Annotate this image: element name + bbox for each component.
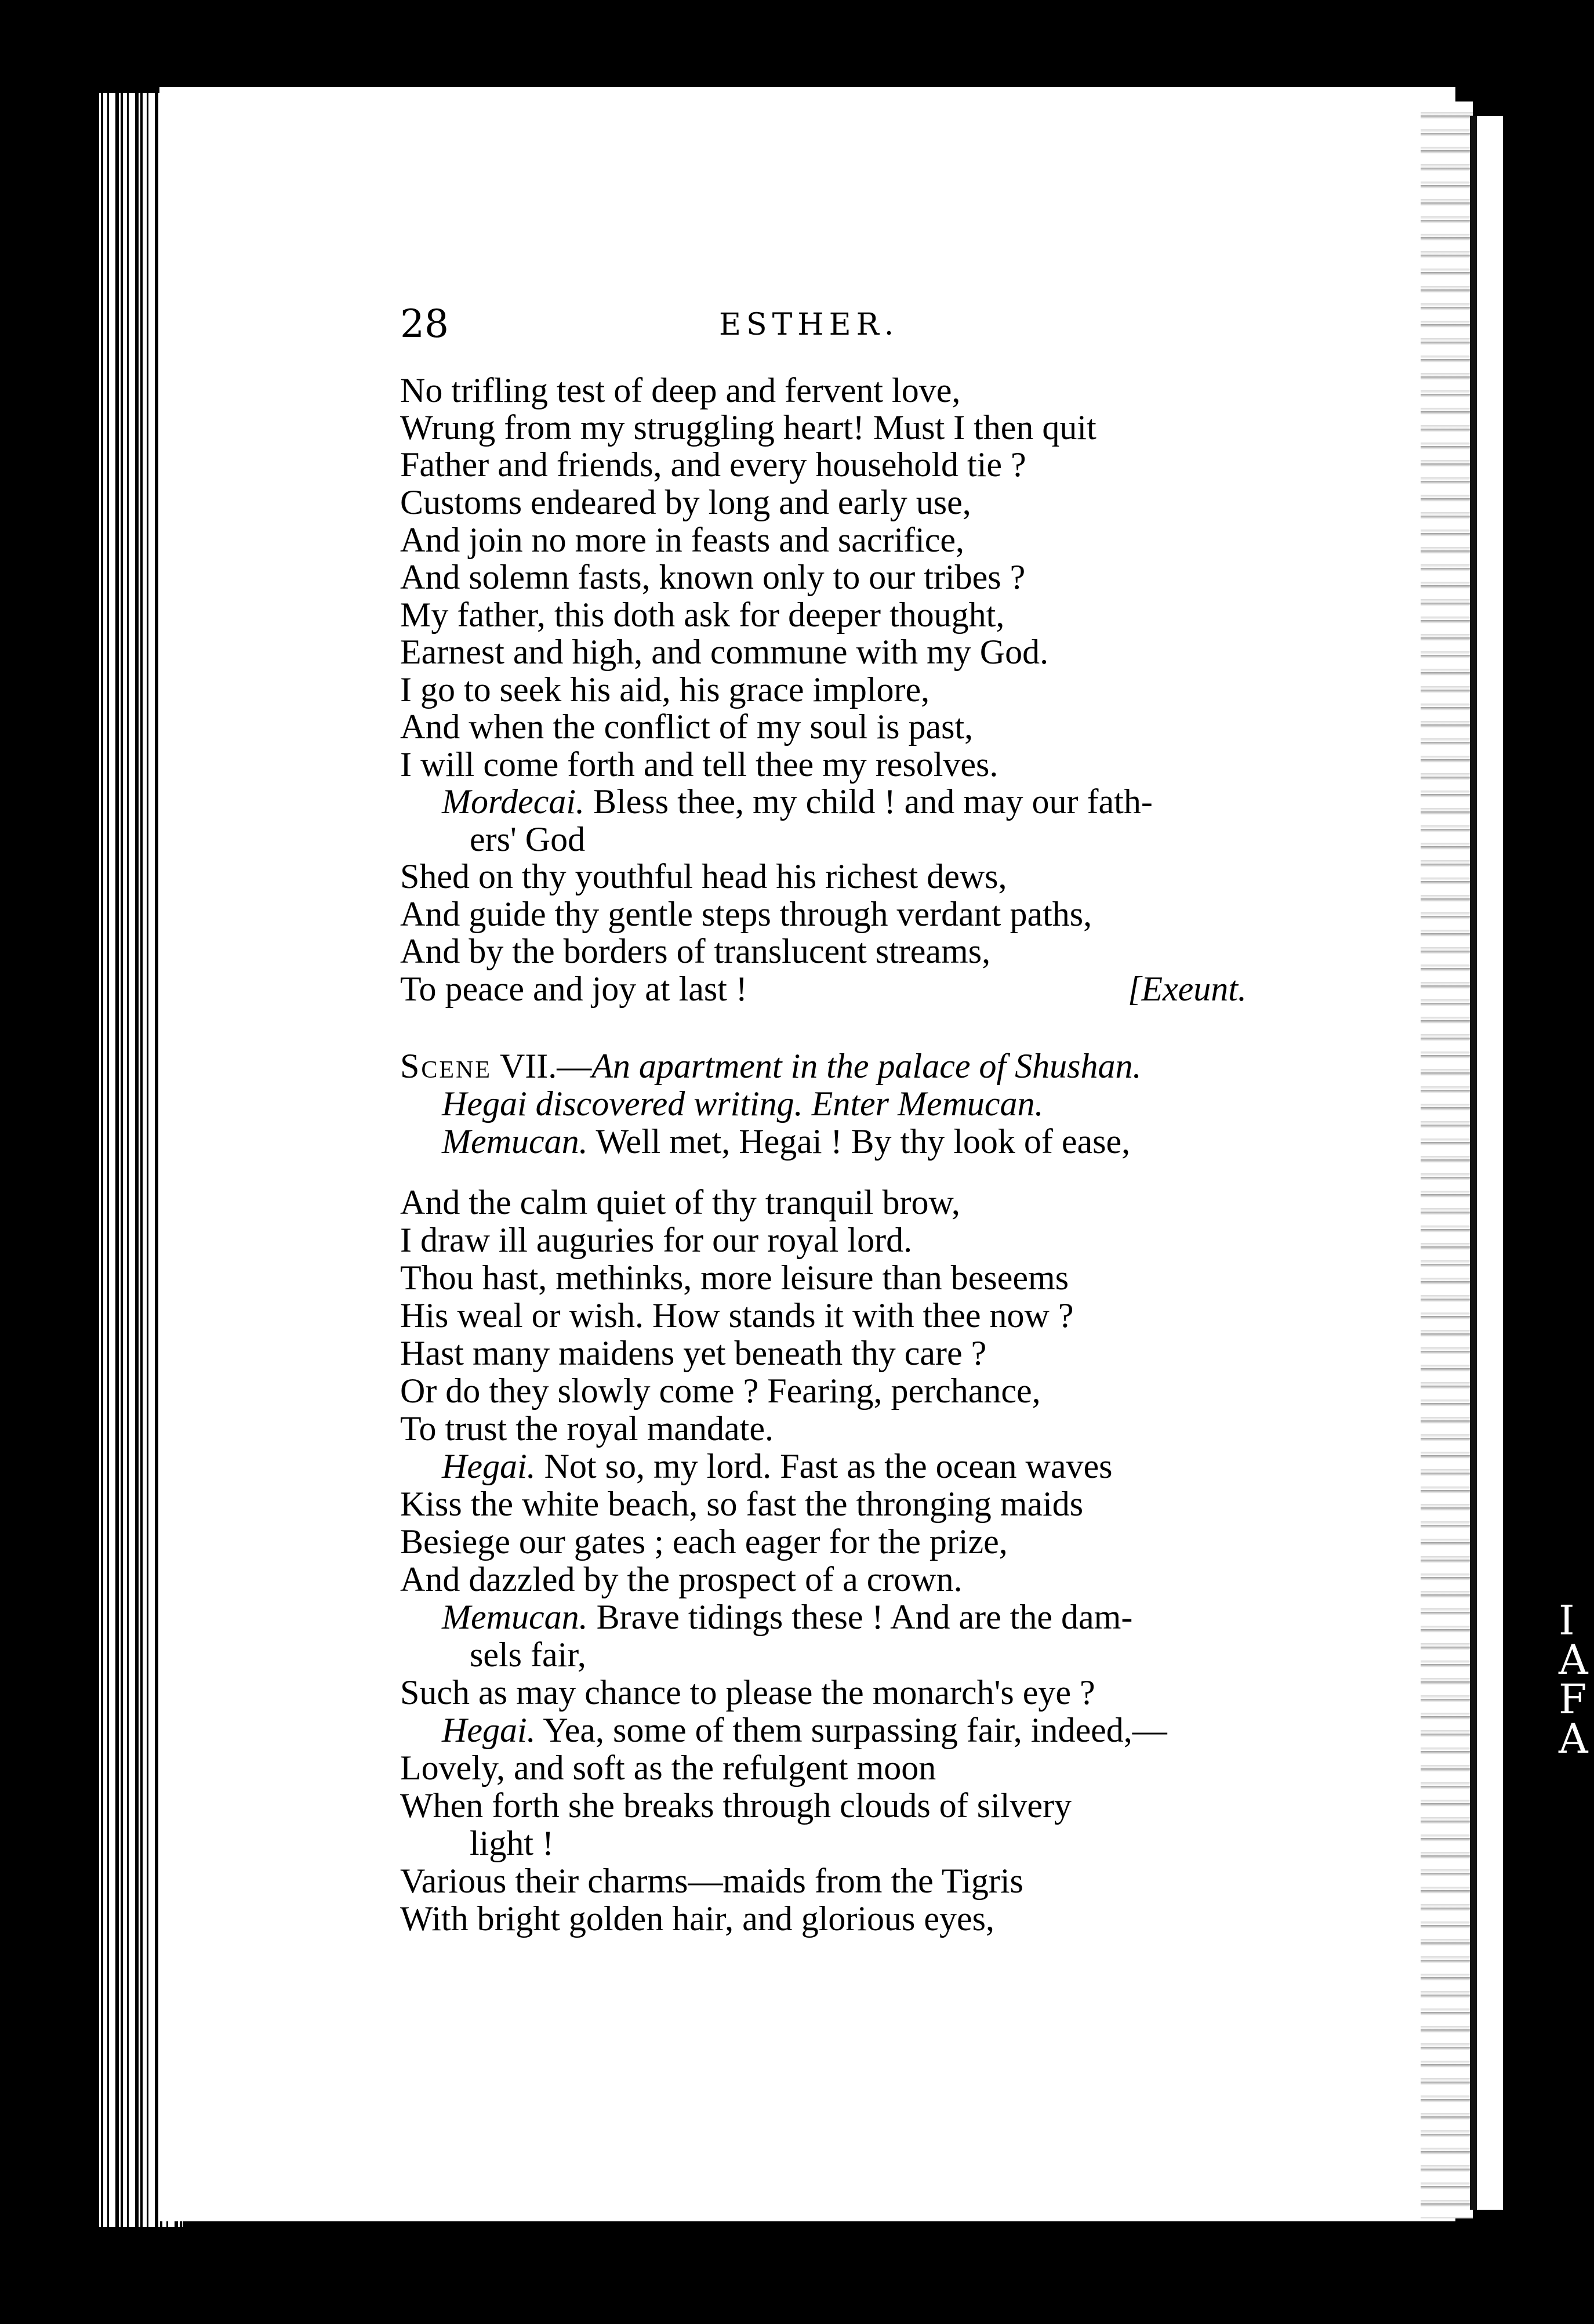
facing-page-strip	[1470, 116, 1503, 2210]
text-line: No trifling test of deep and fervent love,	[400, 371, 961, 409]
text-line: When forth she breaks through clouds of silvery	[400, 1786, 1072, 1825]
scene-label: Scene	[400, 1047, 492, 1085]
text-line: To trust the royal mandate.	[400, 1409, 774, 1448]
facing-letter: I	[1559, 1597, 1575, 1644]
speech-text: Not so, my lord. Fast as the ocean waves	[535, 1447, 1113, 1485]
text-line: His weal or wish. How stands it with thee now ?	[400, 1296, 1074, 1335]
speech-text: Well met, Hegai ! By thy look of ease,	[587, 1122, 1131, 1161]
text-line: I will come forth and tell thee my resolves.	[400, 745, 998, 784]
stage-direction: Hegai discovered writing. Enter Memucan.	[442, 1085, 1044, 1123]
speaker-name: Mordecai.	[442, 782, 585, 821]
text-line: Wrung from my struggling heart! Must I then quit	[400, 408, 1096, 447]
text-line: And the calm quiet of thy tranquil brow,	[400, 1183, 960, 1221]
speech-text: Bless thee, my child ! and may our fath-	[584, 782, 1153, 821]
page-number: 28	[400, 302, 449, 346]
text-line: Besiege our gates ; each eager for the prize,	[400, 1522, 1008, 1561]
scene-heading	[400, 1047, 1141, 1085]
text-line: ers' God	[470, 820, 586, 858]
facing-page-letters	[1559, 1597, 1593, 1763]
text-line: Shed on thy youthful head his richest dews,	[400, 857, 1007, 895]
text-line: And dazzled by the prospect of a crown.	[400, 1560, 963, 1598]
right-ragged-edge	[1421, 101, 1473, 2218]
text-line: And guide thy gentle steps through verdant paths,	[400, 895, 1092, 933]
speaker-name: Memucan.	[442, 1122, 588, 1161]
text-line: Hast many maidens yet beneath thy care ?	[400, 1334, 987, 1372]
stage-direction: [Exeunt.	[1128, 970, 1247, 1008]
text-line: I draw ill auguries for our royal lord.	[400, 1221, 913, 1259]
text-line: And solemn fasts, known only to our tribes ?	[400, 558, 1026, 596]
speech-text: Brave tidings these ! And are the dam-	[587, 1598, 1133, 1636]
text-line: Father and friends, and every household tie ?	[400, 445, 1026, 484]
text-line: And join no more in feasts and sacrifice,	[400, 521, 965, 559]
text-line: Kiss the white beach, so fast the thronging maids	[400, 1485, 1084, 1523]
speech-line	[442, 1711, 1167, 1749]
facing-letter: A	[1559, 1636, 1588, 1684]
text-line: My father, this doth ask for deeper thought,	[400, 596, 1005, 634]
text-line: And by the borders of translucent streams,	[400, 932, 991, 970]
speech-line	[442, 782, 1153, 821]
text-line: And when the conflict of my soul is past,	[400, 708, 974, 746]
scene-setting: An apartment in the palace of Shushan.	[591, 1047, 1142, 1085]
text-line: sels fair,	[470, 1636, 586, 1674]
text-line: Such as may chance to please the monarch's eye ?	[400, 1673, 1095, 1712]
text-line: Lovely, and soft as the refulgent moon	[400, 1749, 936, 1787]
facing-letter: A	[1559, 1715, 1588, 1763]
text-line: Thou hast, methinks, more leisure than beseems	[400, 1259, 1069, 1297]
speech-line	[442, 1122, 1130, 1161]
text-line: Various their charms—maids from the Tigris	[400, 1862, 1023, 1900]
speaker-name: Hegai.	[442, 1711, 536, 1749]
text-line	[400, 970, 1247, 1008]
facing-letter: F	[1559, 1676, 1587, 1723]
speaker-name: Memucan.	[442, 1598, 588, 1636]
line-text: To peace and joy at last !	[400, 970, 747, 1008]
text-line: Earnest and high, and commune with my God.	[400, 633, 1049, 671]
text-line: Or do they slowly come ? Fearing, perchance,	[400, 1372, 1041, 1410]
scene-number: VII.—	[492, 1047, 592, 1085]
speech-line	[442, 1598, 1132, 1636]
speech-text: Yea, some of them surpassing fair, indeed,—	[535, 1711, 1167, 1749]
text-line: I go to seek his aid, his grace implore,	[400, 670, 930, 709]
text-line: Customs endeared by long and early use,	[400, 483, 971, 521]
text-line: With bright golden hair, and glorious eyes,	[400, 1899, 994, 1938]
speech-line	[442, 1447, 1112, 1485]
text-line: light !	[470, 1824, 554, 1862]
speaker-name: Hegai.	[442, 1447, 536, 1485]
running-head: ESTHER.	[719, 307, 899, 342]
